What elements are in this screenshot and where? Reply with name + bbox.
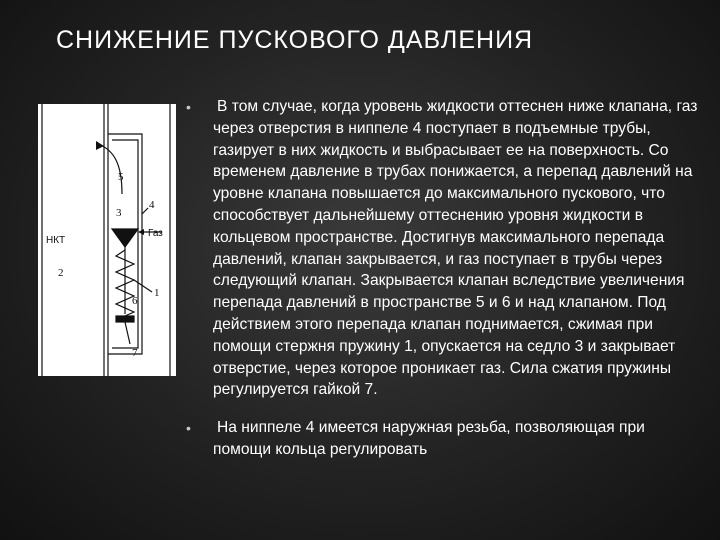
label-6: 6 (132, 295, 138, 307)
label-5: 5 (118, 171, 124, 183)
label-4: 4 (149, 199, 155, 211)
label-gas: Газ (148, 228, 163, 239)
label-3: 3 (116, 207, 122, 219)
leader-1 (134, 280, 152, 292)
label-7: 7 (132, 347, 138, 359)
bullet-item (186, 96, 706, 401)
adjusting-nut (116, 316, 134, 322)
bullet-list (186, 96, 706, 461)
bullet-marker: • (186, 420, 191, 437)
flow-arrow-head (96, 141, 104, 150)
bullet-item (186, 417, 706, 461)
label-1: 1 (154, 287, 160, 299)
slide-title: СНИЖЕНИЕ ПУСКОВОГО ДАВЛЕНИЯ (56, 26, 534, 54)
bullet-text: На ниппеле 4 имеется наружная резьба, позволяющая при помощи кольца регулировать (213, 419, 645, 458)
gas-arrow-head (138, 229, 144, 235)
valve-seat (112, 229, 138, 247)
valve-diagram (38, 104, 176, 376)
leader-7 (125, 322, 130, 344)
valve-diagram-drawing (38, 104, 176, 376)
leader-4 (142, 208, 148, 214)
flow-arrow-curve (98, 144, 122, 194)
label-nkt: НКТ (46, 235, 66, 246)
label-2: 2 (58, 267, 64, 279)
bullet-marker: • (186, 99, 191, 115)
bullet-text: В том случае, когда уровень жидкости оттеснен ниже клапана, газ через отверстия в ниппеле 4 поступает в подъемные трубы, газирует в них жидкость и выбрасывает ее на поверхность. Со временем давление в трубах понижается, а перепад давлений на уровне клапана повышается до максимального пускового, что способствует дальнейшему оттеснению уровня жидкости в кольцевом пространстве. Достигнув максимального перепада давлений, клапан закрывается, и газ поступает в трубы через следующий клапан. Закрывается клапан вследствие увеличения перепада давлений в пространстве 5 и 6 и над клапаном. Под действием этого перепада клапан поднимается, сжимая при помощи стержня пружину 1, опускается на седло 3 и закрывает отверстие, через которое проникает газ. Сила сжатия пружины регулируется гайкой 7. (213, 98, 698, 399)
